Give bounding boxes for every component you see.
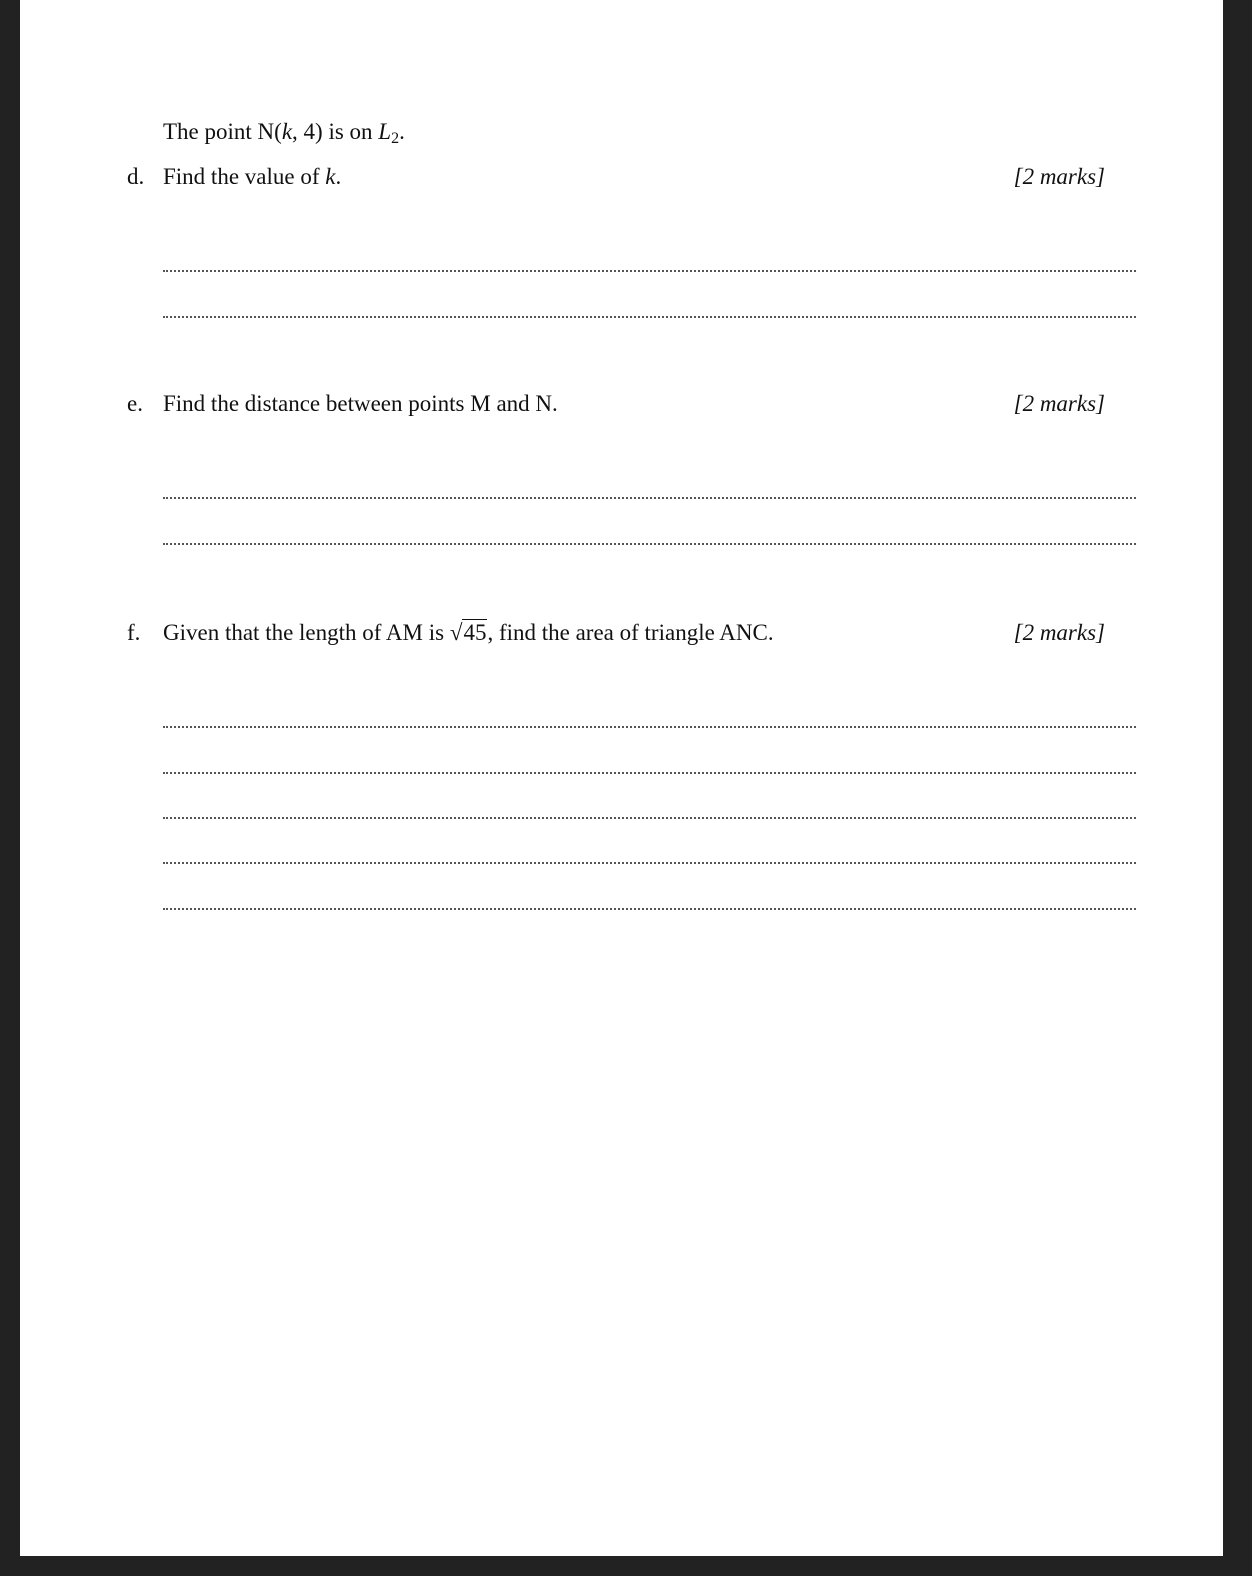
answer-line[interactable]	[163, 497, 1136, 499]
sqrt-radicand: 45	[463, 620, 487, 645]
answer-line[interactable]	[163, 270, 1136, 272]
intro-suffix: .	[399, 119, 405, 144]
intro-line-name: L	[378, 119, 392, 144]
question-e-text: Find the distance between points M and N.	[163, 391, 558, 416]
answer-line[interactable]	[163, 772, 1136, 774]
answer-line[interactable]	[163, 908, 1136, 910]
question-d-text-before: Find the value of	[163, 164, 326, 189]
question-f-marks: [2 marks]	[1013, 620, 1105, 645]
intro-statement	[163, 118, 405, 153]
answer-line[interactable]	[163, 817, 1136, 819]
answer-line[interactable]	[163, 316, 1136, 318]
intro-line-subscript: 2	[391, 130, 400, 147]
intro-middle: , 4) is on	[292, 119, 379, 144]
question-d-text	[163, 163, 341, 191]
question-e-label: e.	[127, 391, 143, 416]
answer-line[interactable]	[163, 726, 1136, 728]
square-root	[450, 619, 488, 647]
intro-var: k	[281, 119, 293, 144]
question-d-marks: [2 marks]	[1013, 164, 1105, 189]
question-d-text-after: .	[335, 164, 342, 189]
question-f-text	[163, 619, 774, 647]
question-f-text-after: , find the area of triangle ANC.	[487, 620, 774, 645]
intro-prefix: The point N(	[163, 119, 282, 144]
answer-line[interactable]	[163, 862, 1136, 864]
question-f-text-before: Given that the length of AM is	[163, 620, 450, 645]
exam-page	[20, 0, 1223, 1556]
question-d-var: k	[325, 164, 336, 189]
answer-line[interactable]	[163, 543, 1136, 545]
sqrt-symbol: √	[449, 620, 463, 645]
question-d-label: d.	[127, 164, 145, 189]
question-e-marks: [2 marks]	[1013, 391, 1105, 416]
question-f-label: f.	[127, 620, 141, 645]
